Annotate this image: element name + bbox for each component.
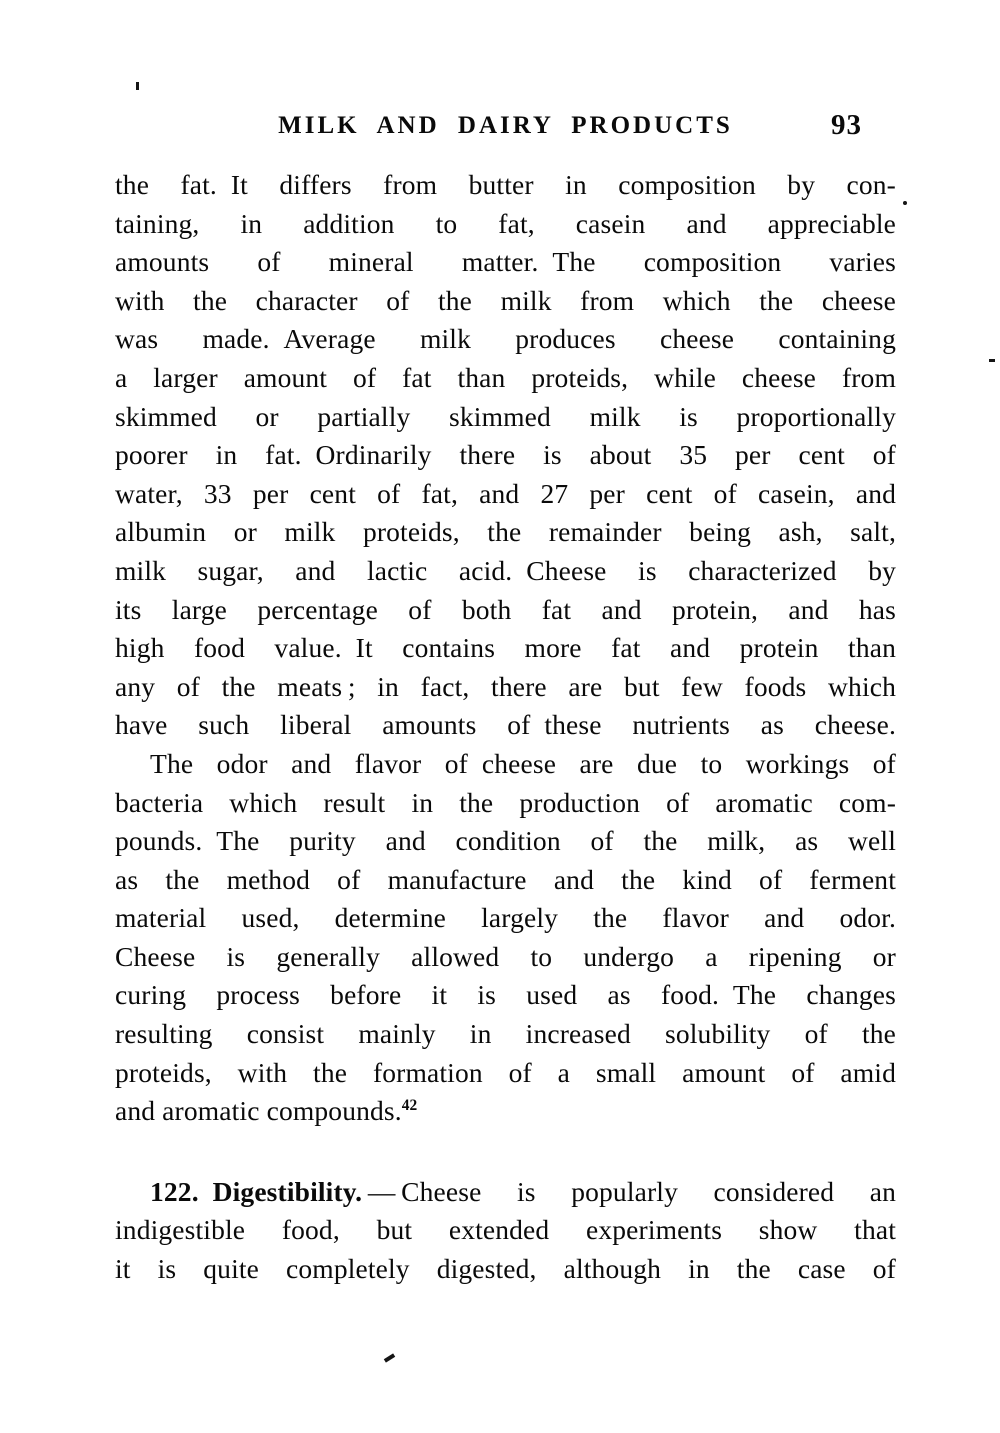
text-line: [115, 1092, 896, 1131]
text-line: indigestible food, but extended experiments show that: [115, 1214, 896, 1246]
section-lead-text: — Cheese is popularly considered an: [362, 1175, 896, 1207]
text-line: have such liberal amounts of these nutrients as cheese.: [115, 709, 896, 741]
text-line: with the character of the milk from which the cheese: [115, 284, 896, 316]
text-line: a larger amount of fat than proteids, while cheese from: [115, 361, 896, 393]
text-line: its large percentage of both fat and protein, and has: [115, 593, 896, 625]
text-line: proteids, with the formation of a small amount of amid: [115, 1056, 896, 1088]
paragraph-1: [115, 166, 896, 745]
text-line: as the method of manufacture and the kind of ferment: [115, 863, 896, 895]
page-number: 93: [831, 109, 862, 141]
text-line: albumin or milk proteids, the remainder being ash, salt,: [115, 516, 896, 548]
paragraph-3: [115, 1173, 896, 1289]
paragraph-2: [115, 745, 896, 1131]
text-line: material used, determine largely the flavor and odor.: [115, 902, 896, 934]
text-line: it is quite completely digested, although in the case of: [115, 1253, 896, 1285]
footnote-ref: 42: [401, 1097, 418, 1115]
text-line: poorer in fat. Ordinarily there is about 35 per cent of: [115, 439, 896, 471]
text-line: Cheese is generally allowed to undergo a ripening or: [115, 940, 896, 972]
section-heading: 122. Digestibility.: [150, 1175, 363, 1207]
text-line: skimmed or partially skimmed milk is proportionally: [115, 400, 896, 432]
text-line: was made. Average milk produces cheese containing: [115, 323, 896, 355]
scan-speck: [989, 359, 995, 362]
text-line: [115, 1173, 896, 1212]
text-line: the fat. It differs from butter in composition by con-: [115, 169, 896, 200]
paragraph-end-text: and aromatic compounds.: [115, 1095, 402, 1127]
text-line: amounts of mineral matter. The composition varies: [115, 246, 896, 278]
scan-speck: [384, 1353, 395, 1362]
text-line: high food value. It contains more fat and protein than: [115, 632, 896, 664]
text-line: milk sugar, and lactic acid. Cheese is characterized by: [115, 554, 896, 586]
text-line: bacteria which result in the production of aromatic com-: [115, 786, 896, 818]
text-line: water, 33 per cent of fat, and 27 per cent of casein, and: [115, 477, 896, 509]
text-line: resulting consist mainly in increased solubility of the: [115, 1018, 896, 1050]
page-header: [115, 109, 896, 141]
text-line: The odor and flavor of cheese are due to workings of: [150, 747, 896, 779]
text-line: any of the meats ; in fact, there are but few foods which: [115, 670, 896, 702]
text-line: taining, in addition to fat, casein and appreciable: [115, 207, 896, 239]
text-line: pounds. The purity and condition of the milk, as well: [115, 825, 896, 857]
scan-speck: [903, 201, 907, 205]
running-title: MILK AND DAIRY PRODUCTS: [278, 112, 733, 139]
scan-speck: [136, 82, 139, 90]
text-line: curing process before it is used as food. The changes: [115, 979, 896, 1011]
text-block: [115, 166, 896, 1289]
